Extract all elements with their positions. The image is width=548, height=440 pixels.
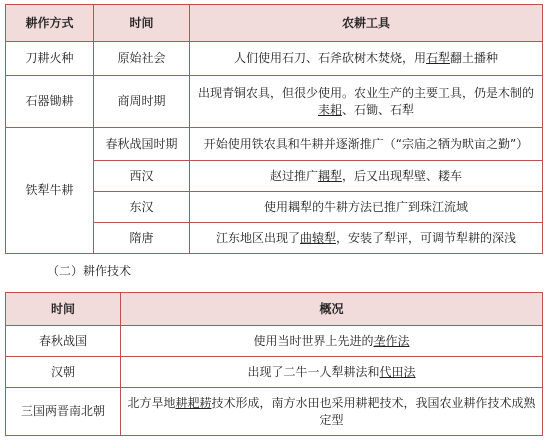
farming-methods-table <box>5 4 543 254</box>
desc-cell: 北方旱地耕耙耢技术形成，南方水田也采用耕耙技术，我国农业耕作技术成熟定型 <box>121 388 543 436</box>
table-row <box>6 42 543 76</box>
header-overview: 概况 <box>121 293 543 326</box>
table-row <box>6 388 543 436</box>
time-cell: 隋唐 <box>94 223 190 254</box>
time-cell: 东汉 <box>94 192 190 223</box>
tool-cell: 开始使用铁农具和牛耕并逐渐推广（“宗庙之牺为畎亩之勤”） <box>190 128 543 161</box>
time-cell: 西汉 <box>94 161 190 192</box>
tool-cell: 出现青铜农具，但很少使用。农业生产的主要工具，仍是木制的耒耜、石锄、石犁 <box>190 76 543 128</box>
desc-cell: 出现了二牛一人犁耕法和代田法 <box>121 357 543 388</box>
method-cell: 石器锄耕 <box>6 76 94 128</box>
table-row <box>6 326 543 357</box>
farming-techniques-table <box>5 292 543 436</box>
time-cell: 商周时期 <box>94 76 190 128</box>
method-cell: 刀耕火种 <box>6 42 94 76</box>
header-tools: 农耕工具 <box>190 5 543 42</box>
method-cell: 铁犁牛耕 <box>6 128 94 254</box>
header-time: 时间 <box>94 5 190 42</box>
tool-cell: 赵过推广耦犁，后又出现犁壁、耧车 <box>190 161 543 192</box>
header-method: 耕作方式 <box>6 5 94 42</box>
table-row <box>6 357 543 388</box>
tool-cell: 人们使用石刀、石斧砍树木焚烧，用石犁翻土播种 <box>190 42 543 76</box>
tool-cell: 江东地区出现了曲辕犁，安装了犁评，可调节犁耕的深浅 <box>190 223 543 254</box>
time-cell: 汉朝 <box>6 357 121 388</box>
time-cell: 春秋战国时期 <box>94 128 190 161</box>
header-time: 时间 <box>6 293 121 326</box>
section-title: （二）耕作技术 <box>47 264 132 278</box>
desc-cell: 使用当时世界上先进的垄作法 <box>121 326 543 357</box>
table-row <box>6 76 543 128</box>
time-cell: 三国两晋南北朝 <box>6 388 121 436</box>
table-row <box>6 128 543 161</box>
tool-cell: 使用耦犁的牛耕方法已推广到珠江流域 <box>190 192 543 223</box>
time-cell: 原始社会 <box>94 42 190 76</box>
time-cell: 春秋战国 <box>6 326 121 357</box>
